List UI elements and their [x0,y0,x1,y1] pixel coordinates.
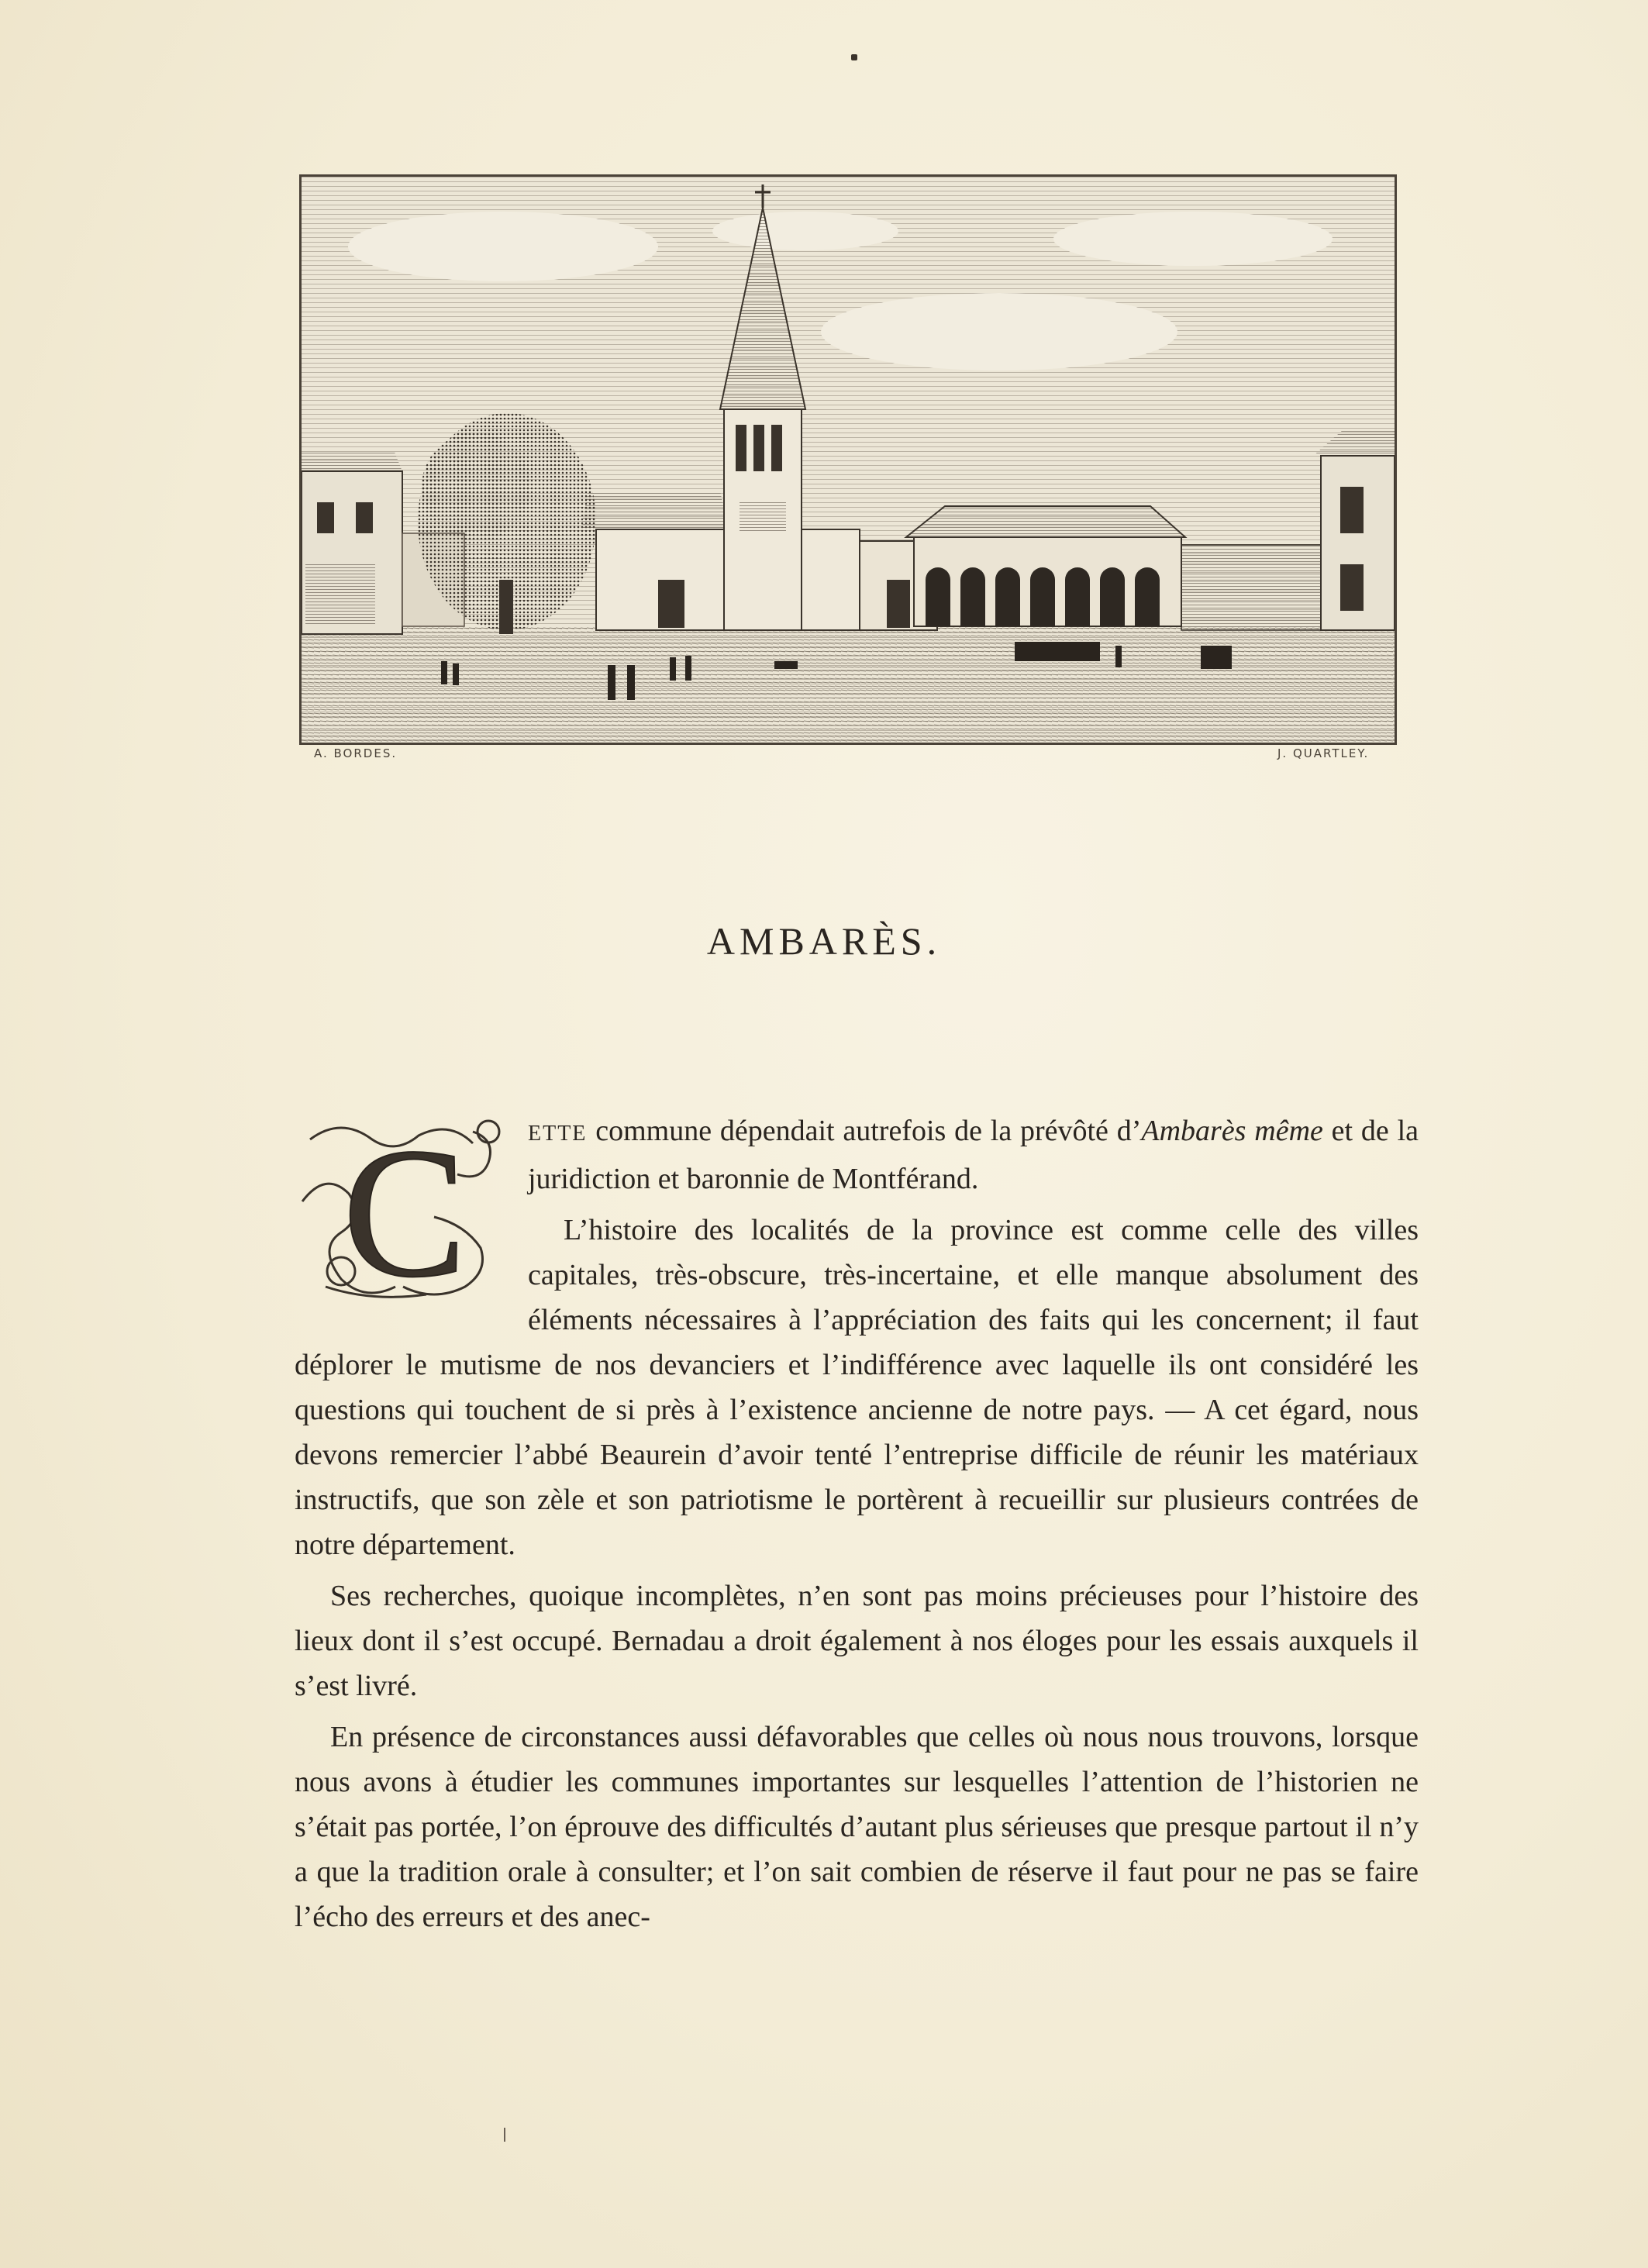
svg-text:C: C [342,1109,467,1315]
printer-mark [851,54,857,60]
engraving-plate [299,174,1397,745]
paragraph: En présence de circonstances aussi défavorables que celles où nous nous trouvons, lorsque nous avons à étudier les communes importantes sur lesquelles l’attention de l’historien ne s’était pas portée, l’on éprouve des difficultés d’autant plus sérieuses que presque partout il n’y a que la tradition orale à consulter; et l’on sait combien de réserve il faut pour ne pas se faire l’écho des erreurs et des anec- [295,1721,1419,1933]
engraver-credit-right: J. QUARTLEY. [1277,746,1370,760]
first-paragraph-italic: Ambarès même [1141,1115,1323,1147]
first-paragraph-text-1: commune dépendait autrefois de la prévôté d’ [587,1115,1142,1147]
engraver-credit-left: A. BORDES. [314,746,398,760]
first-paragraph-text-2: et de la juridiction et baronnie de Montférand. [528,1115,1419,1195]
dropcap-letter-c-icon [295,1108,515,1318]
ornamental-dropcap [295,1108,515,1318]
paragraph: Ses recherches, quoique incomplètes, n’en sont pas moins précieuses pour l’histoire des lieux dont il s’est occupé. Bernadau a droit également à nos éloges pour les essais auxquels il s’est livré. [295,1580,1419,1702]
article-body [295,1108,1419,1946]
engraving-illustration [302,177,1395,743]
smallcaps-opening: ETTE [528,1122,588,1146]
page-title: AMBARÈS. [706,919,942,963]
printer-mark-bottom [504,2128,505,2142]
paragraph: L’histoire des localités de la province est comme celle des villes capitales, très-obscure, très-incertaine, et elle manque absolument des éléments nécessaires à l’appréciation des faits qui les concernent; il faut déplorer le mutisme de nos devanciers et l’indifférence avec laquelle ils ont considéré les questions qui touchent de si près à l’existence ancienne de notre pays. — A cet égard, nous devons remercier l’abbé Beaurein d’avoir tenté l’entreprise difficile de réunir les matériaux instructifs, que son zèle et son patriotisme le portèrent à recueillir sur plusieurs contrées de notre département. [295,1214,1419,1561]
